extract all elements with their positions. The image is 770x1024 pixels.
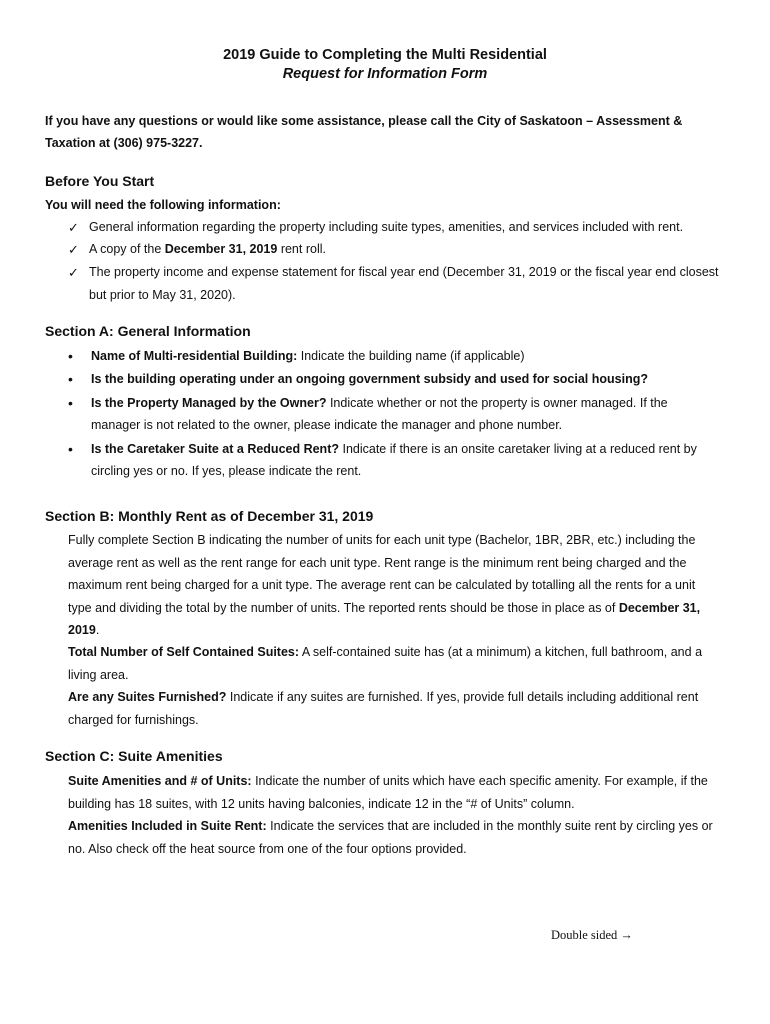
document-title: 2019 Guide to Completing the Multi Residential	[223, 47, 547, 63]
bullet-icon: •	[68, 441, 73, 457]
before-item-3-line2: but prior to May 31, 2020).	[89, 288, 236, 302]
section-a-item-1: Name of Multi-residential Building: Indicate the building name (if applicable)	[91, 349, 525, 363]
before-item-3-line1: The property income and expense statement for fiscal year end (December 31, 2019 or the fiscal year end closest	[89, 265, 719, 279]
contact-intro: If you have any questions or would like some assistance, please call the City of Saskatoon – Assessment & Taxation at (306) 975-3227.	[45, 114, 683, 150]
before-need-label: You will need the following information:	[45, 198, 281, 212]
check-icon: ✓	[68, 220, 79, 235]
section-c-paragraph-1: Suite Amenities and # of Units: Indicate the number of units which have each specific amenity. For example, if the building has 18 suites, with 12 units having balconies, indicate 12 in the “# of Units” column.	[68, 774, 708, 811]
document-subtitle: Request for Information Form	[282, 66, 488, 82]
section-a-heading: Section A: General Information	[45, 323, 251, 339]
before-item-1: General information regarding the property including suite types, amenities, and services included with rent.	[89, 220, 684, 234]
section-a-item-3: Is the Property Managed by the Owner? Indicate whether or not the property is owner managed. If the	[91, 396, 668, 410]
before-heading: Before You Start	[45, 173, 155, 189]
section-a-item-4-line2: circling yes or no. If yes, please indicate the rent.	[91, 464, 362, 478]
bullet-icon: •	[68, 348, 73, 364]
section-b-heading: Section B: Monthly Rent as of December 31, 2019	[45, 508, 374, 524]
section-c-paragraph-2: Amenities Included in Suite Rent: Indicate the services that are included in the monthly suite rent by circling yes or no. Also check off the heat source from one of the four options provided.	[68, 819, 713, 856]
section-b-paragraph-3: Are any Suites Furnished? Indicate if any suites are furnished. If yes, provide full details including additional rent charged for furnishings.	[68, 690, 699, 727]
section-b-paragraph-2: Total Number of Self Contained Suites: A self-contained suite has (at a minimum) a kitchen, full bathroom, and a living area.	[68, 645, 703, 682]
before-item-2: A copy of the December 31, 2019 rent roll.	[89, 242, 326, 256]
check-icon: ✓	[68, 242, 79, 257]
check-icon: ✓	[68, 265, 79, 280]
section-a-item-3-line2: manager is not related to the owner, please indicate the manager and phone number.	[91, 418, 563, 432]
section-c-heading: Section C: Suite Amenities	[45, 748, 223, 764]
section-a-item-2: Is the building operating under an ongoing government subsidy and used for social housing?	[91, 372, 648, 386]
bullet-icon: •	[68, 371, 73, 387]
double-sided-note: Double sided →	[551, 928, 633, 942]
section-b-paragraph-1: Fully complete Section B indicating the number of units for each unit type (Bachelor, 1BR, 2BR, etc.) including the average rent as well as the rent range for each unit type. Rent range is the minimum rent being charged and the maximum rent being charged for a unit type. The average rent can be calculated by totalling all the rents for a unit type and dividing the total by the number of units. The reported rents should be those in place as of December 31, 2019.	[68, 533, 701, 637]
section-a-item-4: Is the Caretaker Suite at a Reduced Rent? Indicate if there is an onsite caretaker living at a reduced rent by	[91, 442, 697, 456]
bullet-icon: •	[68, 395, 73, 411]
